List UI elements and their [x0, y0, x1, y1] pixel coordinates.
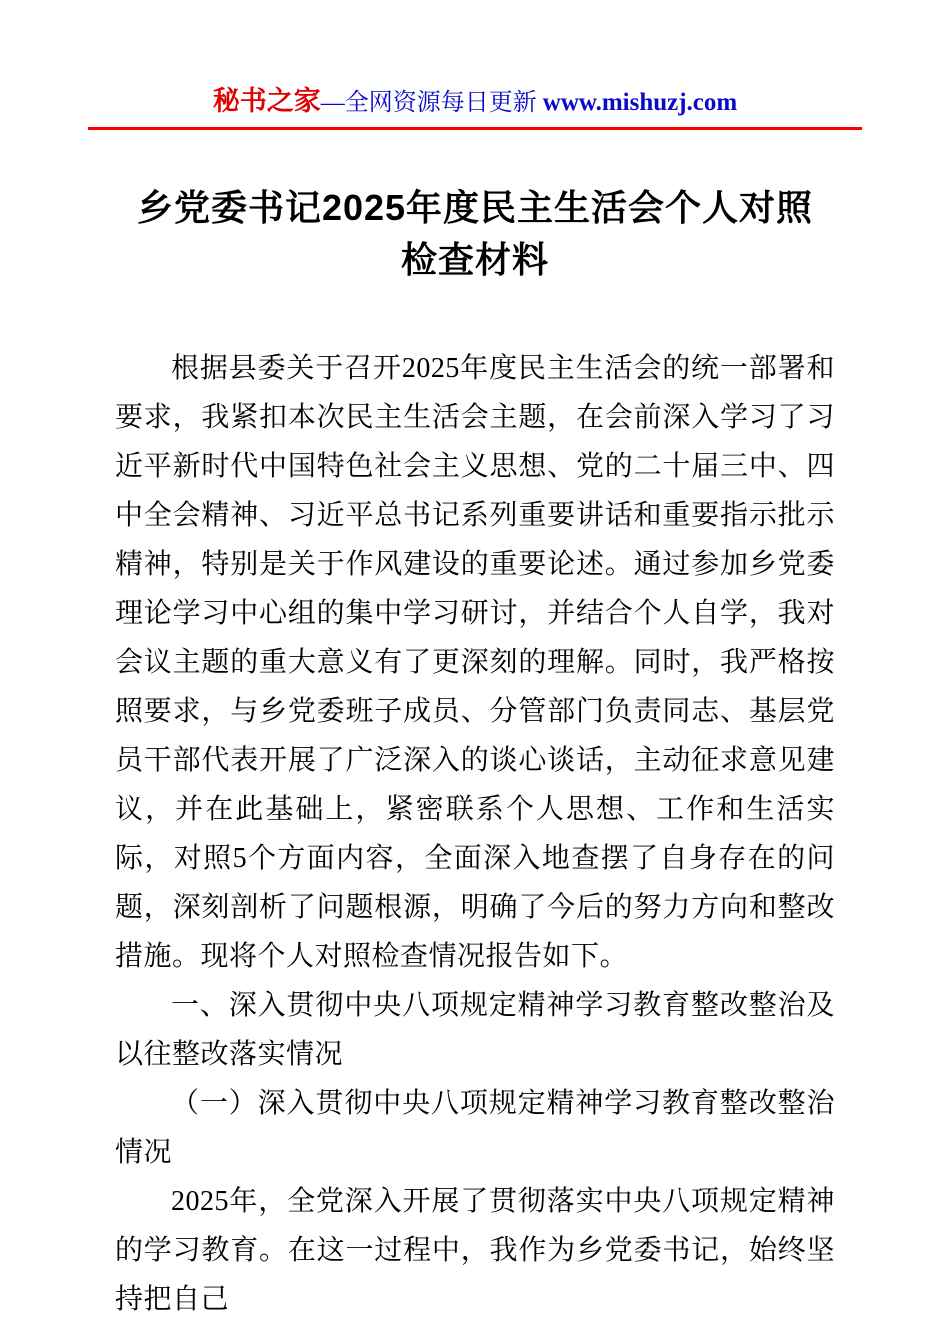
- site-url-link[interactable]: www.mishuzj.com: [542, 89, 738, 116]
- body-paragraph-education: 2025年，全党深入开展了贯彻落实中央八项规定精神的学习教育。在这一过程中，我作为乡党委书记，始终坚持把自己: [115, 1186, 835, 1316]
- section-heading-1: 一、深入贯彻中央八项规定精神学习教育整改整治及以往整改落实情况: [115, 990, 835, 1071]
- page-header: [115, 85, 835, 118]
- header-divider: [88, 127, 862, 130]
- document-body: [115, 344, 835, 1324]
- site-brand: 秘书之家: [212, 86, 321, 116]
- document-title-line1: 乡党委书记2025年度民主生活会个人对照: [136, 187, 814, 228]
- document-title: [115, 182, 835, 286]
- body-paragraph-intro: 根据县委关于召开2025年度民主生活会的统一部署和要求，我紧扣本次民主生活会主题，在会前深入学习了习近平新时代中国特色社会主义思想、党的二十届三中、四中全会精神、习近平总书记系列重要讲话和重要指示批示精神，特别是关于作风建设的重要论述。通过参加乡党委理论学习中心组的集中学习研讨，并结合个人自学，我对会议主题的重大意义有了更深刻的理解。同时，我严格按照要求，与乡党委班子成员、分管部门负责同志、基层党员干部代表开展了广泛深入的谈心谈话，主动征求意见建议，并在此基础上，紧密联系个人思想、工作和生活实际，对照5个方面内容，全面深入地查摆了自身存在的问题，深刻剖析了问题根源，明确了今后的努力方向和整改措施。现将个人对照检查情况报告如下。: [115, 353, 835, 973]
- subsection-heading-1-1: （一）深入贯彻中央八项规定精神学习教育整改整治情况: [115, 1088, 835, 1169]
- document-title-line2: 检查材料: [400, 239, 549, 281]
- site-tagline: —全网资源每日更新: [320, 90, 543, 116]
